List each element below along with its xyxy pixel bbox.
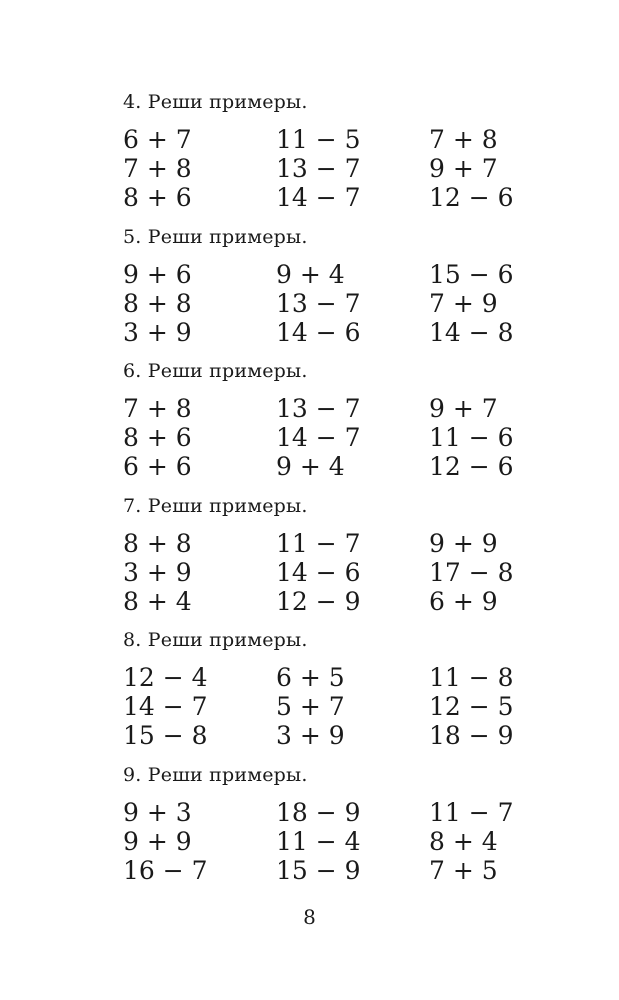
- math-problem: 9 + 4: [276, 259, 345, 289]
- problem-row: [123, 587, 523, 616]
- math-problem: 15 − 9: [276, 855, 361, 885]
- math-problem: 12 − 9: [276, 586, 361, 616]
- math-problem: 15 − 6: [429, 259, 514, 289]
- problem-row: [123, 827, 523, 856]
- problem-row: [123, 394, 523, 423]
- worksheet-page: [123, 88, 523, 895]
- math-problem: 11 − 7: [429, 797, 514, 827]
- math-problem: 6 + 9: [429, 586, 498, 616]
- math-problem: 8 + 4: [429, 826, 498, 856]
- exercise-9: [123, 761, 523, 896]
- page-number: 8: [303, 905, 316, 929]
- math-problem: 8 + 6: [123, 423, 192, 452]
- problem-grid: [123, 260, 523, 347]
- math-problem: 16 − 7: [123, 855, 208, 885]
- problem-row: [123, 423, 523, 452]
- exercise-title: 6. Реши примеры.: [123, 360, 308, 382]
- math-problem: 9 + 9: [123, 826, 192, 856]
- math-problem: 14 − 7: [276, 423, 361, 452]
- math-problem: 7 + 5: [429, 855, 498, 885]
- math-problem: 12 − 6: [429, 452, 514, 481]
- math-problem: 6 + 5: [276, 663, 345, 692]
- math-problem: 11 − 6: [429, 423, 514, 452]
- math-problem: 9 + 7: [429, 394, 498, 423]
- exercise-8: [123, 626, 523, 761]
- math-problem: 17 − 8: [429, 557, 514, 587]
- exercise-title: 7. Реши примеры.: [123, 494, 308, 517]
- math-problem: 7 + 8: [123, 154, 192, 183]
- exercise-4: [123, 88, 523, 223]
- math-problem: 12 − 6: [429, 183, 514, 212]
- math-problem: 18 − 9: [429, 721, 514, 750]
- math-problem: 8 + 8: [123, 288, 192, 318]
- math-problem: 18 − 9: [276, 797, 361, 827]
- math-problem: 11 − 4: [276, 826, 361, 856]
- problem-grid: [123, 798, 523, 885]
- problem-row: [123, 318, 523, 347]
- math-problem: 11 − 5: [276, 125, 361, 154]
- problem-row: [123, 798, 523, 827]
- problem-row: [123, 529, 523, 558]
- problem-row: [123, 452, 523, 481]
- problem-row: [123, 260, 523, 289]
- math-problem: 14 − 6: [276, 317, 361, 347]
- math-problem: 8 + 8: [123, 528, 192, 558]
- math-problem: 12 − 4: [123, 663, 208, 692]
- math-problem: 12 − 5: [429, 692, 514, 721]
- problem-row: [123, 289, 523, 318]
- exercise-title: 8. Реши примеры.: [123, 629, 308, 651]
- problem-row: [123, 558, 523, 587]
- math-problem: 14 − 6: [276, 557, 361, 587]
- exercise-6: [123, 357, 523, 492]
- math-problem: 11 − 7: [276, 528, 361, 558]
- math-problem: 9 + 9: [429, 528, 498, 558]
- math-problem: 15 − 8: [123, 721, 208, 750]
- problem-row: [123, 663, 523, 692]
- math-problem: 14 − 7: [276, 183, 361, 212]
- problem-row: [123, 856, 523, 885]
- math-problem: 7 + 9: [429, 288, 498, 318]
- math-problem: 7 + 8: [429, 125, 498, 154]
- exercise-5: [123, 223, 523, 358]
- problem-grid: [123, 529, 523, 616]
- math-problem: 14 − 7: [123, 692, 208, 721]
- problem-row: [123, 692, 523, 721]
- math-problem: 11 − 8: [429, 663, 514, 692]
- math-problem: 3 + 9: [123, 557, 192, 587]
- problem-grid: [123, 125, 523, 212]
- math-problem: 13 − 7: [276, 288, 361, 318]
- problem-grid: [123, 394, 523, 481]
- math-problem: 8 + 6: [123, 183, 192, 212]
- exercise-7: [123, 492, 523, 627]
- math-problem: 13 − 7: [276, 154, 361, 183]
- problem-row: [123, 154, 523, 183]
- exercise-title: 4. Реши примеры.: [123, 91, 308, 113]
- math-problem: 6 + 7: [123, 125, 192, 154]
- math-problem: 8 + 4: [123, 586, 192, 616]
- problem-grid: [123, 663, 523, 750]
- math-problem: 9 + 3: [123, 797, 192, 827]
- math-problem: 9 + 7: [429, 154, 498, 183]
- math-problem: 13 − 7: [276, 394, 361, 423]
- math-problem: 5 + 7: [276, 692, 345, 721]
- math-problem: 3 + 9: [123, 317, 192, 347]
- math-problem: 9 + 6: [123, 259, 192, 289]
- problem-row: [123, 125, 523, 154]
- problem-row: [123, 721, 523, 750]
- math-problem: 14 − 8: [429, 317, 514, 347]
- math-problem: 3 + 9: [276, 721, 345, 750]
- math-problem: 6 + 6: [123, 452, 192, 481]
- math-problem: 9 + 4: [276, 452, 345, 481]
- math-problem: 7 + 8: [123, 394, 192, 423]
- exercise-title: 9. Реши примеры.: [123, 763, 308, 786]
- problem-row: [123, 183, 523, 212]
- exercise-title: 5. Реши примеры.: [123, 225, 308, 248]
